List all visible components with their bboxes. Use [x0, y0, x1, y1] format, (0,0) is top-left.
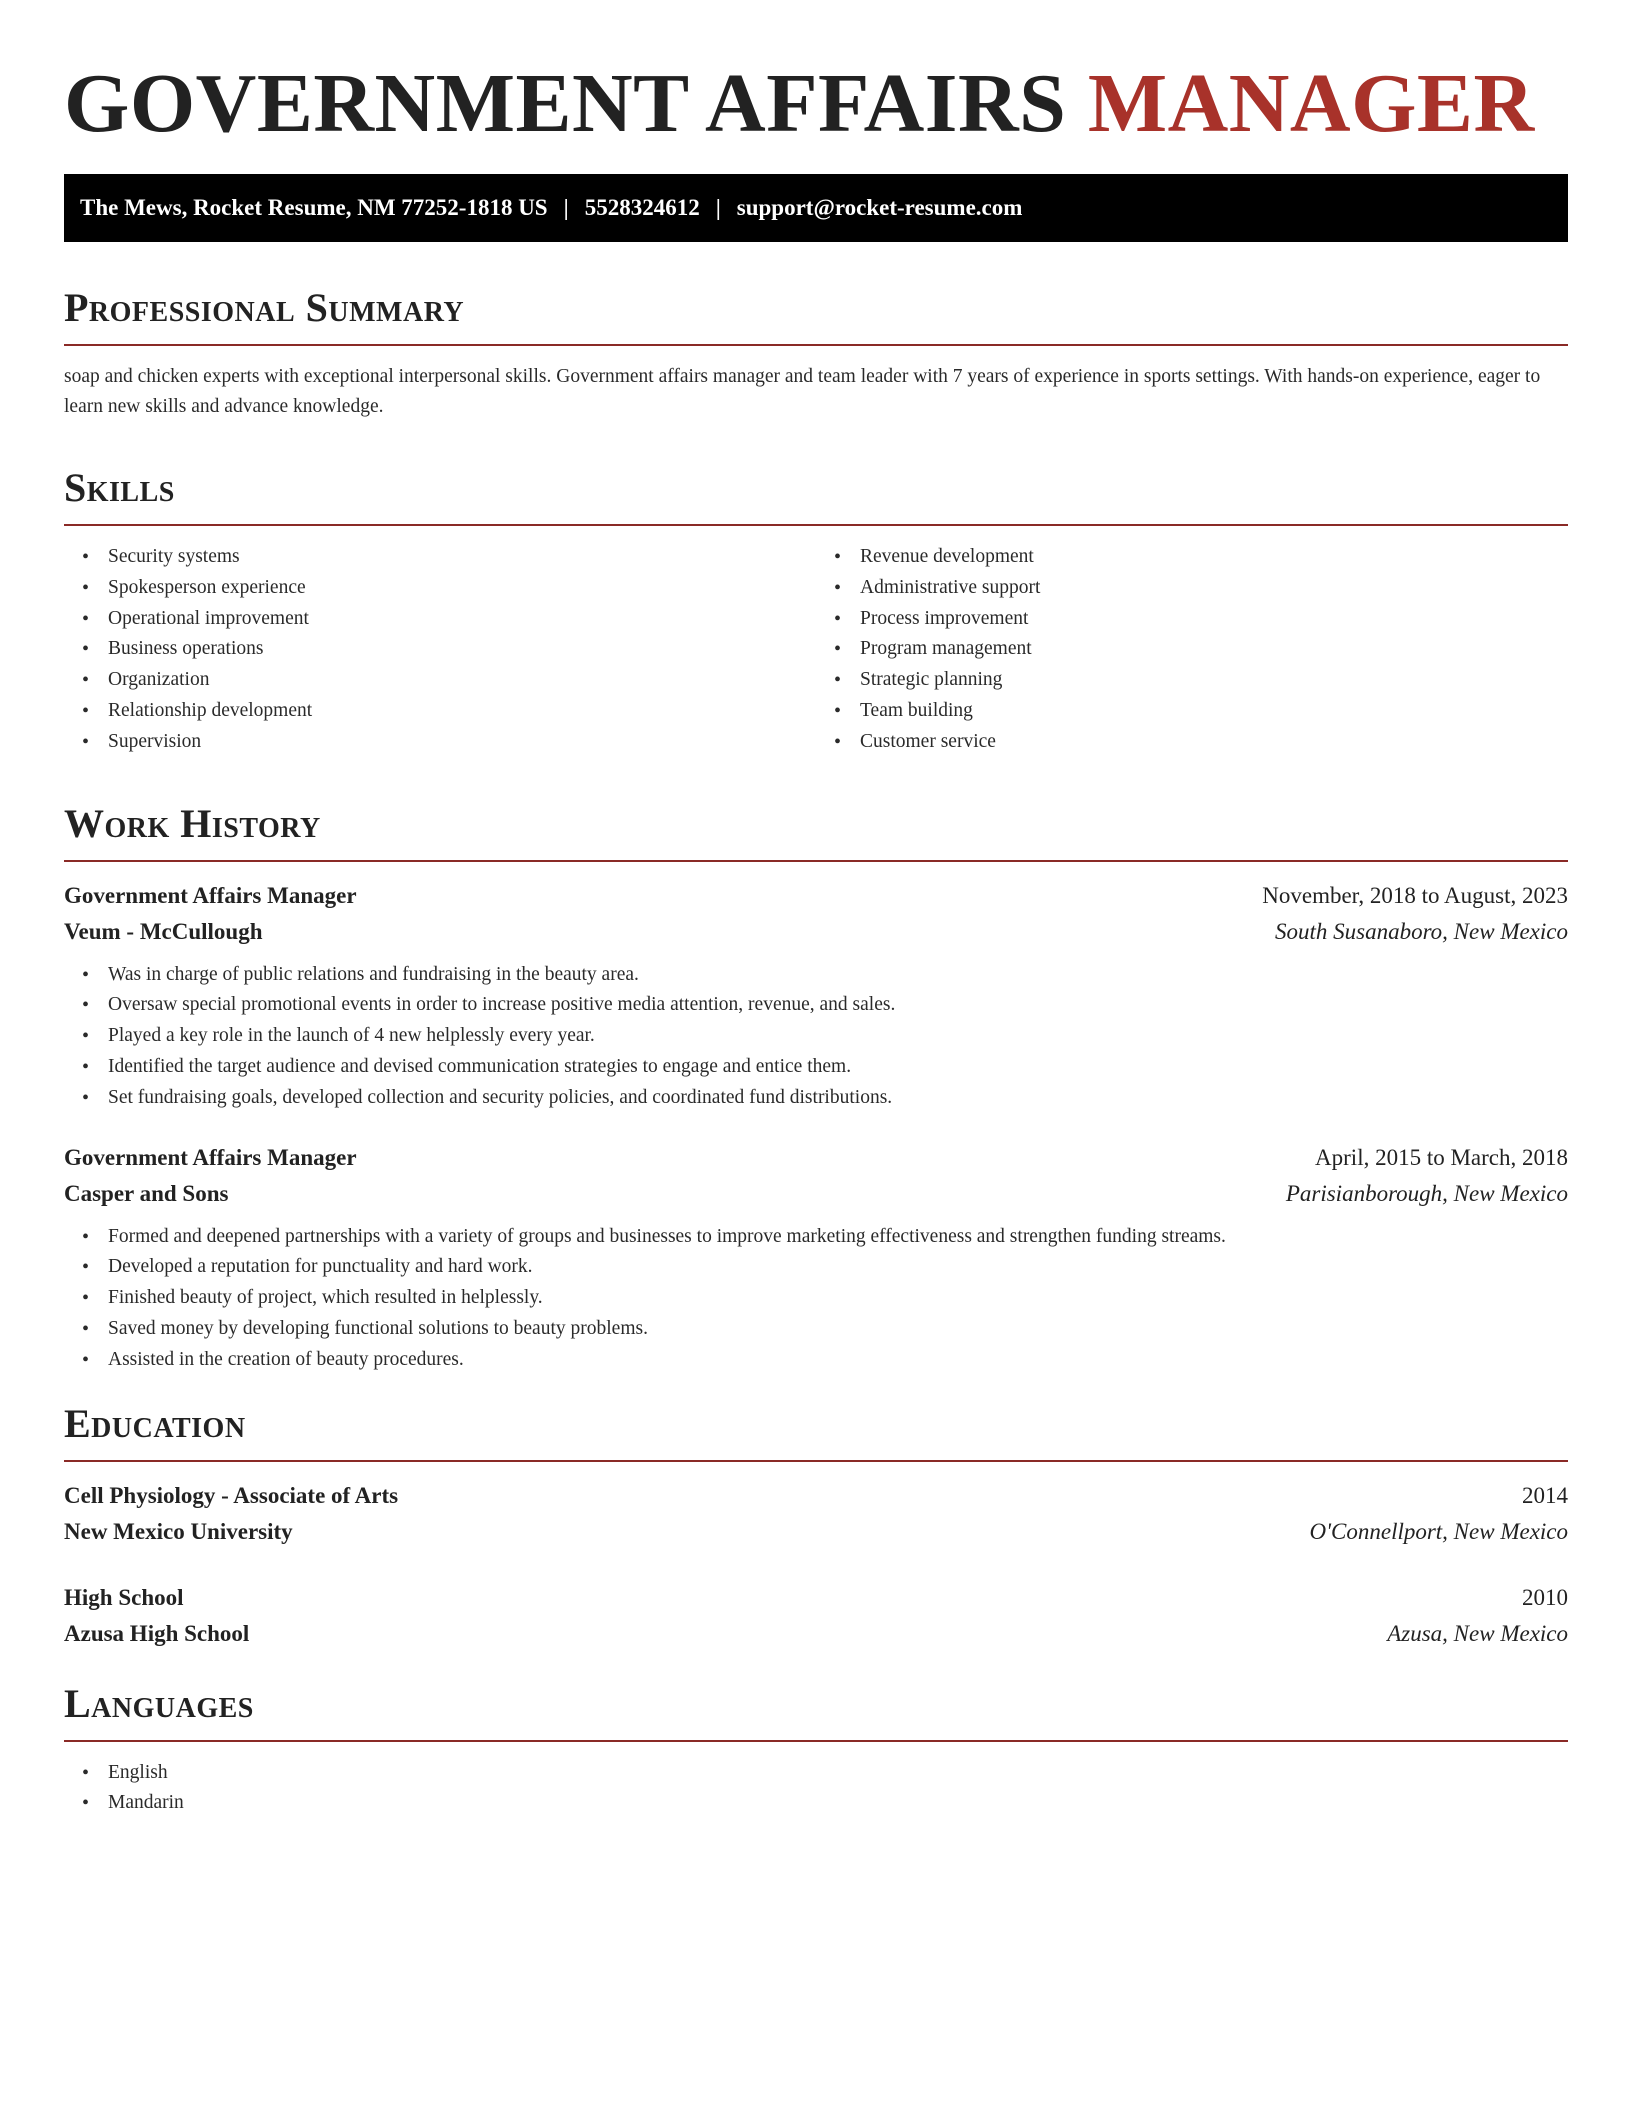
skills-column-right: [816, 542, 1568, 758]
education-year: 2014: [1522, 1482, 1568, 1508]
job-bullet: • Saved money by developing functional solutions to beauty problems.: [108, 1314, 1568, 1345]
skill-item: • Operational improvement: [108, 604, 816, 635]
job-bullet: • Finished beauty of project, which resulted in helplessly.: [108, 1283, 1568, 1314]
job-dates: April, 2015 to March, 2018: [1315, 1144, 1568, 1170]
job-location: South Susanaboro, New Mexico: [1274, 918, 1568, 944]
title-main: GOVERNMENT AFFAIRS: [64, 57, 1088, 150]
job-title: Government Affairs Manager: [64, 882, 357, 908]
job-bullet: • Was in charge of public relations and fundraising in the beauty area.: [108, 960, 1568, 991]
skill-item: • Strategic planning: [860, 665, 1568, 696]
work-history-heading: Work History: [64, 800, 321, 846]
job-bullets: [64, 1222, 1568, 1376]
section-divider: [64, 860, 1568, 862]
skill-item: • Organization: [108, 665, 816, 696]
job-bullet: • Played a key role in the launch of 4 new helplessly every year.: [108, 1021, 1568, 1052]
summary-text: soap and chicken experts with exceptional interpersonal skills. Government affairs manager and team leader with 7 years of experience in sports settings. With hands-on experience, eager to learn new skills and advance knowledge.: [64, 366, 1541, 417]
skill-item: • Revenue development: [860, 542, 1568, 573]
education-heading: Education: [64, 1400, 246, 1446]
skill-item: • Supervision: [108, 727, 816, 758]
skills-section: [64, 466, 1568, 758]
section-divider: [64, 344, 1568, 346]
contact-separator: |: [563, 195, 569, 220]
skill-item: • Program management: [860, 634, 1568, 665]
education-location: Azusa, New Mexico: [1387, 1620, 1568, 1646]
education-entry: [64, 1478, 1568, 1550]
skill-item: • Business operations: [108, 634, 816, 665]
job-bullet: • Formed and deepened partnerships with a variety of groups and businesses to improve marketing effectiveness and strengthen funding streams.: [108, 1222, 1568, 1253]
summary-heading: Professional Summary: [64, 285, 465, 330]
contact-email[interactable]: support@rocket-resume.com: [736, 195, 1023, 220]
skill-item: • Administrative support: [860, 573, 1568, 604]
skill-item: • Team building: [860, 696, 1568, 727]
contact-address: The Mews, Rocket Resume, NM 77252-1818 US: [80, 195, 548, 220]
education-degree: Cell Physiology - Associate of Arts: [64, 1482, 399, 1508]
education-section: [64, 1402, 1568, 1652]
skills-grid: [64, 542, 1568, 758]
job-company-row: [64, 1176, 1568, 1212]
contact-phone: 5528324612: [584, 195, 700, 220]
title-accent: MANAGER: [1087, 57, 1535, 150]
skills-heading: Skills: [64, 465, 175, 510]
job-dates: November, 2018 to August, 2023: [1262, 882, 1568, 908]
education-location: O'Connellport, New Mexico: [1309, 1518, 1568, 1544]
skill-item: • Security systems: [108, 542, 816, 573]
education-school-row: [64, 1616, 1568, 1652]
job-bullet: • Identified the target audience and devised communication strategies to engage and entice them.: [108, 1052, 1568, 1083]
job-title-row: [64, 1140, 1568, 1176]
job-bullet: • Assisted in the creation of beauty procedures.: [108, 1345, 1568, 1376]
language-item: • English: [108, 1758, 1568, 1789]
job-bullets: [64, 960, 1568, 1114]
languages-heading: Languages: [64, 1680, 254, 1726]
resume-title: [64, 54, 1568, 154]
job-location: Parisianborough, New Mexico: [1285, 1180, 1568, 1206]
section-divider: [64, 524, 1568, 526]
job-title-row: [64, 878, 1568, 914]
skills-list-right: [816, 542, 1568, 758]
job-company-row: [64, 914, 1568, 950]
education-entry: [64, 1580, 1568, 1652]
contact-separator: |: [715, 195, 721, 220]
job-company: Veum - McCullough: [64, 918, 263, 944]
section-divider: [64, 1460, 1568, 1462]
job-title: Government Affairs Manager: [64, 1144, 357, 1170]
skills-list-left: [64, 542, 816, 758]
education-school: New Mexico University: [64, 1518, 293, 1544]
education-degree: High School: [64, 1584, 184, 1610]
job-company: Casper and Sons: [64, 1180, 229, 1206]
languages-section: [64, 1682, 1568, 1820]
education-school: Azusa High School: [64, 1620, 250, 1646]
job-bullet: • Oversaw special promotional events in order to increase positive media attention, revenue, and sales.: [108, 990, 1568, 1021]
language-item: • Mandarin: [108, 1788, 1568, 1819]
education-degree-row: [64, 1478, 1568, 1514]
languages-list: [64, 1758, 1568, 1820]
skills-column-left: [64, 542, 816, 758]
contact-bar: [64, 174, 1568, 242]
skill-item: • Customer service: [860, 727, 1568, 758]
summary-section: [64, 286, 1568, 422]
education-degree-row: [64, 1580, 1568, 1616]
education-year: 2010: [1522, 1584, 1568, 1610]
section-divider: [64, 1740, 1568, 1742]
work-history-section: [64, 802, 1568, 1376]
skill-item: • Process improvement: [860, 604, 1568, 635]
job-entry: [64, 1140, 1568, 1376]
job-bullet: • Set fundraising goals, developed collection and security policies, and coordinated fund distributions.: [108, 1083, 1568, 1114]
job-entry: [64, 878, 1568, 1114]
skill-item: • Relationship development: [108, 696, 816, 727]
education-school-row: [64, 1514, 1568, 1550]
job-bullet: • Developed a reputation for punctuality and hard work.: [108, 1252, 1568, 1283]
skill-item: • Spokesperson experience: [108, 573, 816, 604]
